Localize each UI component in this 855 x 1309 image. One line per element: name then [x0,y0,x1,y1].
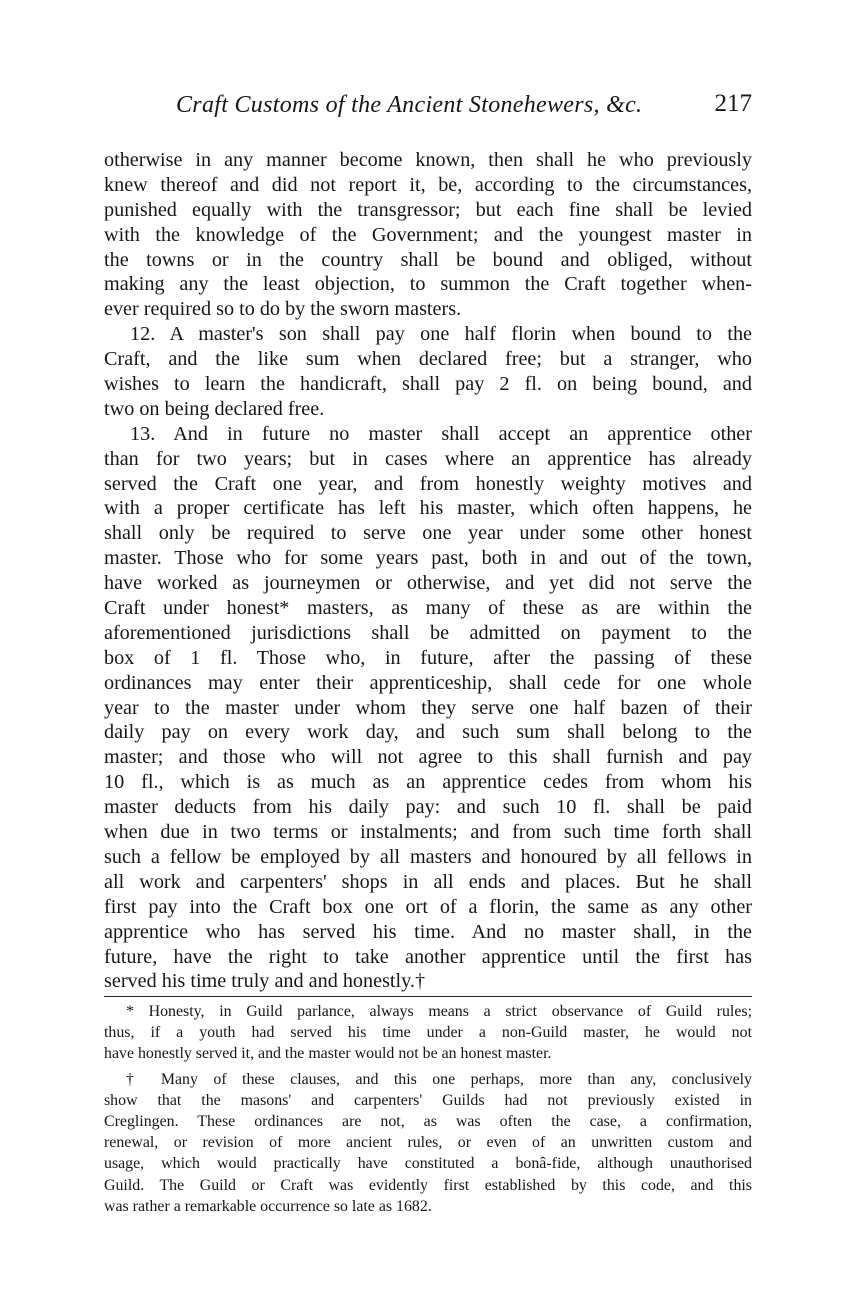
text-line: with the knowledge of the Government; and the youngest master in [104,223,752,246]
text-line: otherwise in any manner become known, then shall he who previously [104,149,752,171]
text-line: two on being declared free. [104,397,325,420]
text-line: served his time truly and and honestly.† [104,970,426,993]
footnote-line: was rather a remarkable occurrence so late as 1682. [104,1197,432,1215]
footnote-line: show that the masons' and carpenters' Guilds had not previously existed in [104,1091,752,1109]
text-line: ordinances may enter their apprenticeship, shall cede for one whole [104,671,752,694]
text-line: such a fellow be employed by all masters and honoured by all fellows in [104,845,752,868]
text-line: wishes to learn the handicraft, shall pay 2 fl. on being bound, and [104,373,752,396]
text-line: 10 fl., which is as much as an apprentice cedes from whom his [104,771,752,794]
footnote-line: Creglingen. These ordinances are not, as was often the case, a confirmation, [104,1112,752,1130]
text-line: master. Those who for some years past, both in and out of the town, [104,547,752,570]
text-line: year to the master under whom they serve one half bazen of their [104,696,752,719]
text-line: punished equally with the transgressor; but each fine shall be levied [104,198,752,221]
text-line: all work and carpenters' shops in all ends and places. But he shall [104,870,752,893]
footnote-line: Guild. The Guild or Craft was evidently first established by this code, and this [104,1176,752,1194]
page-number: 217 [714,90,752,117]
text-line: Craft, and the like sum when declared free; but a stranger, who [104,348,752,371]
footnote-line: have honestly served it, and the master would not be an honest master. [104,1045,552,1063]
footnote-divider [104,996,752,997]
text-line: the towns or in the country shall be bound and obliged, without [104,248,752,271]
text-line: apprentice who has served his time. And no master shall, in the [104,920,752,943]
paragraph-13-start: 13. And in future no master shall accept an apprentice other [130,422,752,445]
text-line: future, have the right to take another apprentice until the first has [104,945,752,968]
text-line: ever required so to do by the sworn masters. [104,298,462,321]
footnote-line: renewal, or revision of more ancient rules, or even of an unwritten custom and [104,1134,752,1152]
text-line: daily pay on every work day, and such sum shall belong to the [104,721,752,744]
footnote-asterisk-start: * Honesty, in Guild parlance, always means a strict observance of Guild rules; [126,1003,752,1020]
text-line: shall only be required to serve one year under some other honest [104,522,752,545]
text-line: master deducts from his daily pay: and such 10 fl. shall be paid [104,796,752,819]
text-line: than for two years; but in cases where an apprentice has already [104,447,752,470]
text-line: making any the least objection, to summon the Craft together when- [104,273,752,296]
paragraph-12-start: 12. A master's son shall pay one half florin when bound to the [130,323,752,346]
text-line: with a proper certificate has left his master, which often happens, he [104,497,752,520]
text-line: box of 1 fl. Those who, in future, after the passing of these [104,646,752,669]
text-line: when due in two terms or instalments; and from such time forth shall [104,821,752,844]
footnotes [104,1001,752,1217]
text-line: Craft under honest* masters, as many of these as are within the [104,597,752,620]
text-line: master; and those who will not agree to this shall furnish and pay [104,746,752,769]
footnote-line: thus, if a youth had served his time under a non-Guild master, he would not [104,1024,752,1042]
text-line: aforementioned jurisdictions shall be admitted on payment to the [104,621,752,644]
text-line: served the Craft one year, and from honestly weighty motives and [104,472,752,495]
footnote-line: usage, which would practically have constituted a bonâ-fide, although unauthorised [104,1155,752,1173]
running-header [104,92,752,128]
running-title: Craft Customs of the Ancient Stonehewers, &c. [176,92,643,118]
text-line: knew thereof and did not report it, be, according to the circumstances, [104,173,752,196]
footnote-dagger-start: † Many of these clauses, and this one perhaps, more than any, conclusively [126,1070,752,1088]
text-line: first pay into the Craft box one ort of a florin, the same as any other [104,895,752,918]
text-line: have worked as journeymen or otherwise, and yet did not serve the [104,572,752,595]
body-text [104,148,752,994]
